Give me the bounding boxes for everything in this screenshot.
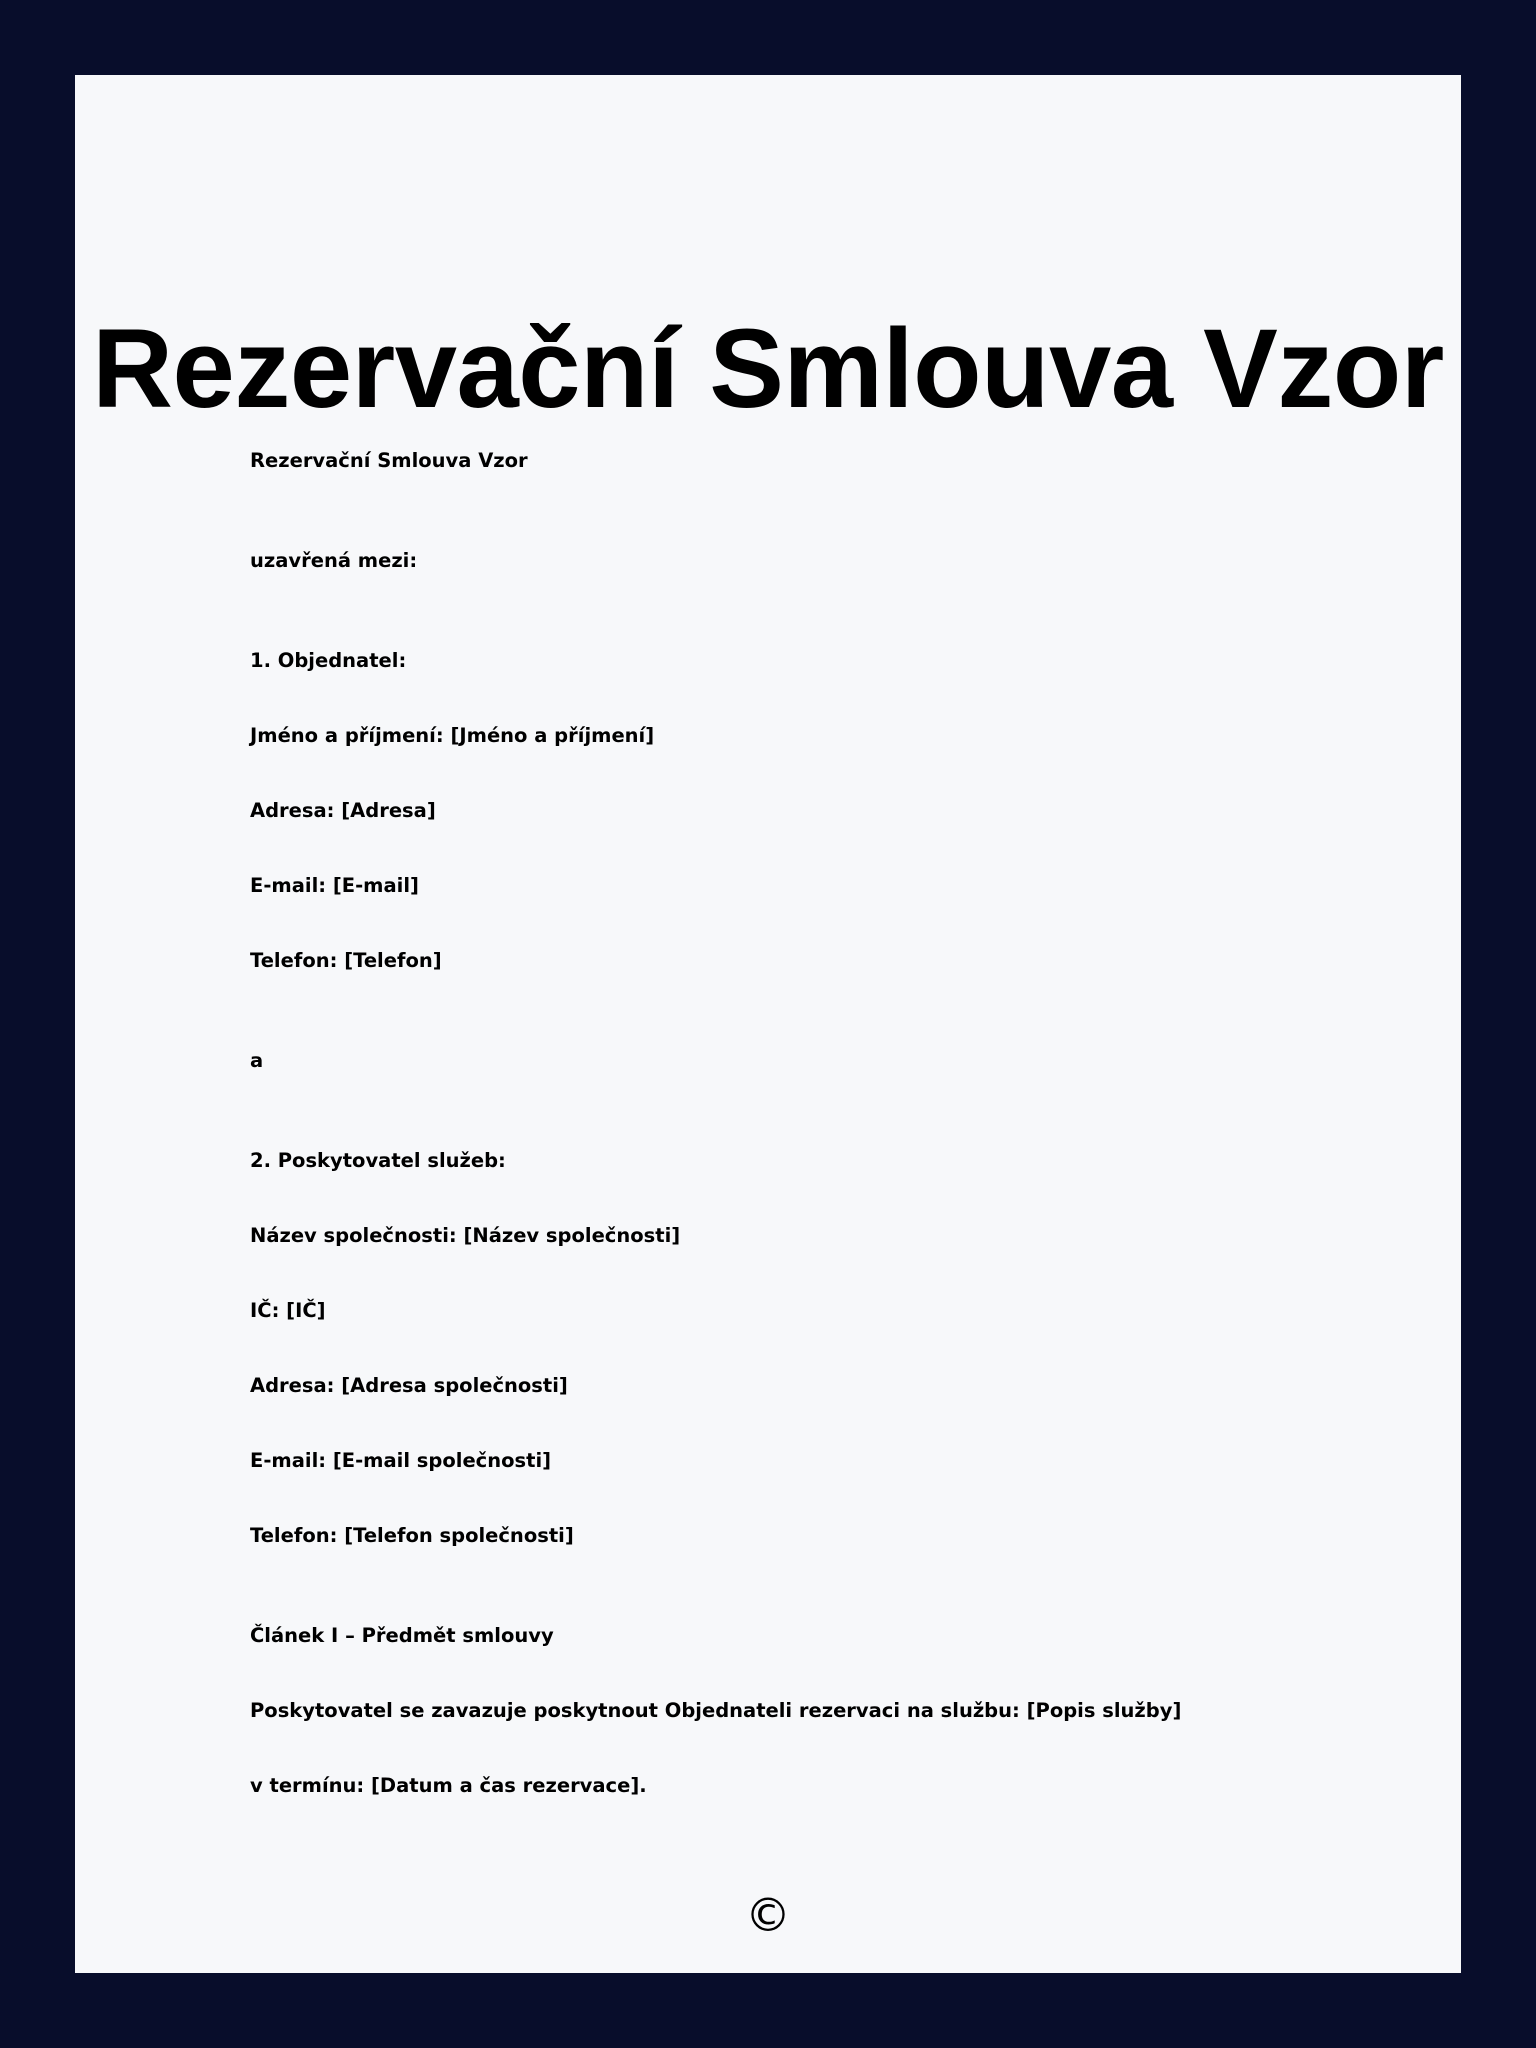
article-1-text: Poskytovatel se zavazuje poskytnout Objednateli rezervaci na službu: [Popis služby] — [250, 1699, 1182, 1722]
conjunction-text: a — [250, 1049, 264, 1072]
copyright-icon: © — [745, 1888, 791, 1942]
party-2-phone: Telefon: [Telefon společnosti] — [250, 1524, 574, 1547]
party-1-heading: 1. Objednatel: — [250, 649, 407, 672]
party-2-company: Název společnosti: [Název společnosti] — [250, 1224, 681, 1247]
party-2-email: E-mail: [E-mail společnosti] — [250, 1449, 552, 1472]
document-page — [75, 75, 1461, 1973]
party-1-phone: Telefon: [Telefon] — [250, 949, 442, 972]
party-1-email: E-mail: [E-mail] — [250, 874, 419, 897]
article-1-heading: Článek I – Předmět smlouvy — [250, 1624, 554, 1647]
document-title: Rezervační Smlouva Vzor — [92, 306, 1444, 431]
intro-text: uzavřená mezi: — [250, 549, 418, 572]
party-2-address: Adresa: [Adresa společnosti] — [250, 1374, 568, 1397]
subtitle: Rezervační Smlouva Vzor — [250, 449, 528, 472]
party-1-name: Jméno a příjmení: [Jméno a příjmení] — [250, 724, 655, 747]
party-2-id: IČ: [IČ] — [250, 1299, 326, 1322]
article-1-date: v termínu: [Datum a čas rezervace]. — [250, 1774, 647, 1797]
party-2-heading: 2. Poskytovatel služeb: — [250, 1149, 506, 1172]
party-1-address: Adresa: [Adresa] — [250, 799, 436, 822]
